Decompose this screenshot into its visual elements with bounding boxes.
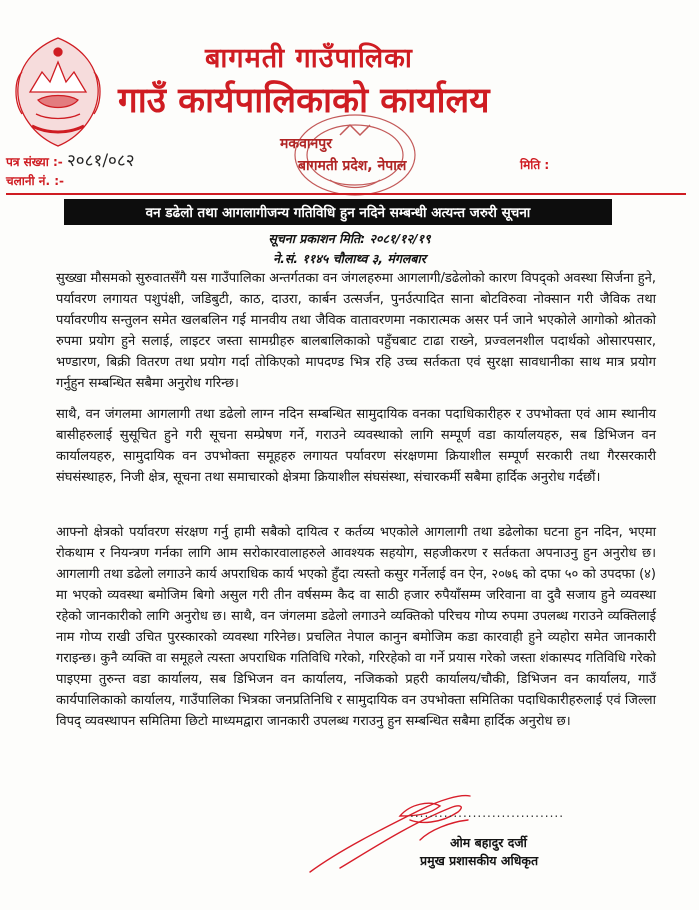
stamp-district: मकवानपुर	[280, 136, 332, 152]
signatory-title: प्रमुख प्रशासकीय अधिकृत	[420, 853, 539, 868]
signature-line: ................................	[410, 806, 565, 820]
notice-paragraph-2: साथै, वन जंगलमा आगलागी तथा डढेलो लाग्न नदिन सम्बन्धित सामुदायिक वनका पदाधिकारीहरु र उपभोक्ता एवं आम स्थानीय बासीहरुलाई सुसूचित हुने गरी सूचना सम्प्रेषण गर्ने, गराउने व्यवस्थाको लागि सम्पूर्ण वडा कार्यालयहरु, सब डिभिजन वन कार्यालयहरु, सामुदायिक वन उपभोक्ता समूहहरु लगायत पर्यावरण संरक्षणमा क्रियाशील सम्पूर्ण सरकारी तथा गैरसरकारी संघसंस्थाहरु, निजी क्षेत्र, सूचना तथा समाचारको क्षेत्रमा क्रियाशील संघसंस्था, संचारकर्मी सबैमा हार्दिक अनुरोध गर्दछौं।	[56, 407, 656, 485]
publication-date: सूचना प्रकाशन मिति: २०८१/१२/१९	[268, 231, 431, 246]
notice-paragraph-3: आफ्नो क्षेत्रको पर्यावरण संरक्षण गर्नु हामी सबैको दायित्व र कर्तव्य भएकोले आगलागी तथा डढेलोका घटना हुन नदिन, भएमा रोकथाम र नियन्त्रण गर्नका लागि आम सरोकारवालाहरुले आवश्यक सहयोग, सहजीकरण र सर्तकता अपनाउनु हुन अनुरोध छ। आगलागी तथा डढेलो लगाउने कार्य अपराधिक कार्य भएको हुँदा त्यस्तो कसुर गर्नेलाई वन ऐन, २०७६ को दफा ५० को उपदफा (४) मा भएको व्यवस्था बमोजिम बिगो असुल गरी तीन वर्षसम्म कैद वा साठी हजार रुपैयाँसम्म जरिवाना वा दुवै सजाय हुने व्यवस्था रहेको जानकारीको लागि अनुरोध छ। साथै, वन जंगलमा डढेलो लगाउने व्यक्तिको परिचय गोप्य रुपमा उपलब्ध गराउने व्यक्तिलाई नाम गोप्य राखी उचित पुरस्कारको व्यवस्था गरिनेछ। प्रचलित नेपाल कानुन बमोजिम कडा कारवाही हुने व्यहोरा समेत जानकारी गराइन्छ। कुनै व्यक्ति वा समूहले त्यस्ता अपराधिक गतिविधि गरेको, गरिरहेको वा गर्ने प्रयास गरेको जस्ता शंकास्पद गतिविधि गरेको पाइएमा तुरुन्त वडा कार्यालय, सब डिभिजन वन कार्यालय, नजिकको प्रहरी कार्यालय/चौकी, डिभिजन वन कार्यालय, गाउँ कार्यपालिकाको कार्यालय, गाउँपालिका भित्रका जनप्रतिनिधि र सामुदायिक वन उपभोक्ता समितिका पदाधिकारीहरुलाई एवं जिल्ला विपद् व्यवस्थापन समितिमा छिटो माध्यमद्वारा जानकारी उपलब्ध गराउनु हुन सम्बन्धित सबैमा हार्दिक अनुरोध छ।	[56, 525, 656, 729]
office-stamp-icon	[270, 110, 440, 200]
signatory-name: ओम बहादुर दर्जी	[450, 835, 527, 850]
dispatch-number-label: चलानी नं. :-	[6, 174, 64, 188]
notice-paragraph-1: सुख्खा मौसमको सुरुवातसँगै यस गाउँपालिका अन्तर्गतका वन जंगलहरुमा आगलागी/डढेलोको कारण विपद्को अवस्था सिर्जना हुने, पर्यावरण लगायत पशुपंक्षी, जडिबुटी, काठ, दाउरा, कार्बन उत्सर्जन, पुनर्उत्पादित साना बोटविरुवा नोक्सान गरी जैविक तथा पर्यावरणीय सन्तुलन समेत खलबलिन गई मानवीय तथा जैविक वातावरणमा नकारात्मक असर पर्न जाने भएकोले आगोको श्रोतको रुपमा प्रयोग हुने सलाई, लाइटर जस्ता सामग्रीहरु बालबालिकाको पहुँचबाट टाढा राख्ने, प्रज्वलनशील पदार्थको ओसारपसार, भण्डारण, बिक्री वितरण तथा प्रयोग गर्दा तोकिएको मापदण्ड भित्र रहि उच्च सर्तकता एवं सुरक्षा सावधानीका साथ मात्र प्रयोग गर्नुहुन सम्बन्धित सबैमा अनुरोध गरिन्छ।	[56, 271, 656, 391]
nepal-sambat-date: ने.सं. ११४५ चौलाथ्व ३, मंगलबार	[273, 251, 426, 266]
nepal-emblem-icon	[8, 32, 108, 152]
reference-value: २०८१/०८२	[66, 151, 135, 171]
reference-label: पत्र संख्या :-	[6, 155, 63, 169]
stamp-province: बागमती प्रदेश, नेपाल	[298, 158, 407, 174]
office-name-line1: बागमती गाउँपालिका	[205, 43, 413, 74]
reference-number	[6, 148, 135, 171]
date-label: मिति :	[520, 158, 550, 172]
office-name-line2: गाउँ कार्यपालिकाको कार्यालय	[118, 81, 490, 121]
header-divider	[6, 193, 686, 195]
notice-title-banner: वन डढेलो तथा आगलागीजन्य गतिविधि हुन नदिने सम्बन्धी अत्यन्त जरुरी सूचना	[64, 199, 612, 225]
